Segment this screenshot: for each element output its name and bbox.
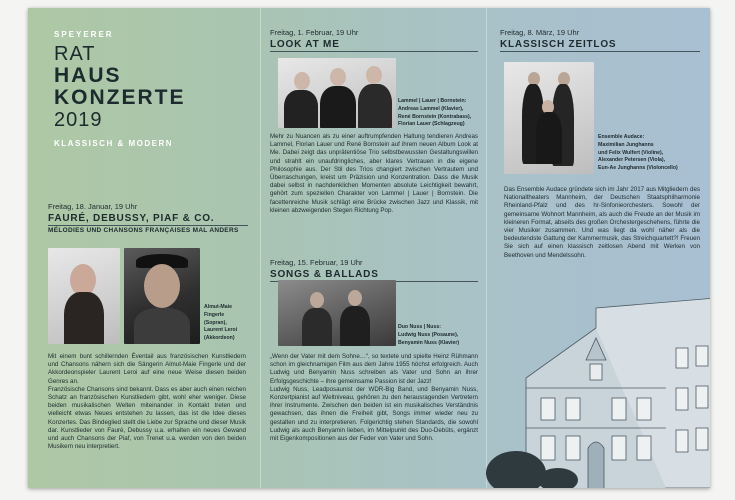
event-songs-ballads-text [270,353,478,443]
photo-caption-klassisch-zeitlos: Ensemble Audace: Maximilian Junghanns und Felix Wulfert (Violine), Alexander Petersen (Viola), Eun-Ae Junghanns (Violoncello) [598,134,678,172]
paragraph: Das Ensemble Audace gründete sich im Jahr 2017 aus Mitgliedern des Nationaltheaters Mannheim, der Deutschen Staatsphilharmonie Rheinland-Pfalz und des hr-Sinfonieorchesters. Sowohl der gemeinsame Wohnort Mannheim, als auch die Freude an der Musik im kleineren Format, abseits des großen Orchestergeschehens, führte die vier Musiker zusammen. Und was liegt da wohl näher als die bedeutendste Gattung der Kammermusik, das Streichquartett?! Freuen Sie sich auf einen klassisch zeitlosen Abend mit Werken von Beethoven und Mendelssohn. [504,186,700,259]
fold-line-left [260,8,261,488]
title-year: 2019 [54,109,103,131]
event-look-at-me-text [270,133,478,215]
photo-duo-nuss [278,280,396,346]
title-line-rat: RAT [54,43,96,65]
event-klassisch-zeitlos-text [504,186,700,260]
photo-caption-january: Almut-Maie Fingerle (Sopran), Laurent Leroi (Akkordeon) [204,304,238,342]
title-line-konzerte: KONZERTE [54,86,186,109]
panel-left [28,8,260,488]
event-title: FAURÉ, DEBUSSY, PIAF & CO. [48,213,248,226]
panel-middle [264,8,486,488]
photo-caption-look-at-me: Lammel | Lauer | Bornstein: Andreas Lammel (Klavier), René Bornstein (Kontrabass), Florian Lauer (Schlagzeug) [398,98,472,128]
paragraph: Mehr zu Nuancen als zu einer auftrumpfenden Haltung tendieren Andreas Lammel, Florian Lauer und René Bornstein auf ihrem neuen Album Look at Me. Dabei zeigt das unprätentiöse Trio selbstbewussten Gestaltungswillen und strahlt ein unaufdringliches, aber klares Vertrauen in die eigene Philosophie aus. Der Stil des Trios changiert zwischen Vertrautem und Überraschungen, kreist um Präzision und Konzentration. Dass die Musik dabei selbst in nachdenklichen Momenten absolute Leichtigkeit bewahrt, gehört zum speziellen Charakter von Lammel | Lauer | Bornstein. Die facettenreiche Musik schlägt eine Brücke zwischen Jazz und Klassik, mit kleinen abzweigenden Stegen Richtung Pop. [270,133,478,214]
event-january [48,202,248,234]
photo-ensemble-audace [504,62,594,174]
event-subtitle: MÉLODIES UND CHANSONS FRANÇAISES MAL ANDERS [48,227,239,234]
paragraph: Mit einem bunt schillernden Éventail aus französischen Kunstliedern und Chansons nähern sich die Sängerin Almut-Maie Fingerle und der Akkordeonspieler Laurent Leroi auf eine neue Weise diesen beiden Genres an. [48,353,246,385]
paragraph: „Wenn der Vater mit dem Sohne…“, so textete und spielte Heinz Rühmann schon im gleichnamigen Film aus dem Jahre 1955 höchst erfolgreich. Auch Ludwig und Benyamin Nuss schreiben als Vater und Sohn an ihrer Erfolgsgeschichte – ihre gemeinsame Passion ist der Jazz! [270,353,478,385]
photo-lammel-lauer-bornstein [278,58,396,128]
photo-fingerle [48,248,120,344]
event-date: Freitag, 8. März, 19 Uhr [500,28,580,37]
event-date: Freitag, 1. Februar, 19 Uhr [270,28,359,37]
event-title: LOOK AT ME [270,39,478,52]
event-title: SONGS & BALLADS [270,269,478,282]
photo-caption-songs-ballads: Duo Nuss | Nuss: Ludwig Nuss (Posaune), Benyamin Nuss (Klavier) [398,324,460,346]
tagline: KLASSISCH & MODERN [54,139,174,148]
photo-leroi [124,248,200,344]
event-january-text [48,353,246,451]
title-line-haus: HAUS [54,64,122,87]
event-title: KLASSISCH ZEITLOS [500,39,700,52]
town-hall-illustration [486,288,710,488]
event-date: Freitag, 15. Februar, 19 Uhr [270,258,363,267]
paragraph: Ludwig Nuss, Leadposaunist der WDR-Big Band, und Benyamin Nuss, Konzertpianist auf Weltniveau, gehören zu den herausragenden Vertretern ihrer Instrumente. Zwischen den beiden ist ein musikalisches Verständnis gewachsen, das ihnen die Freiheit gibt, Songs immer wieder neu zu gestalten und zu interpretieren. Folgerichtig stehen Standards, die sowohl Ludwig als auch Benyamin lieben, im Mittelpunkt des Duo-Debüts, ergänzt mit Eigenkompositionen aus der Feder von Vater und Sohn. [270,385,478,443]
paragraph: Französische Chansons sind bekannt. Dass es aber auch einen reichen Schatz an französischen Kunstliedern gibt, wohl eher weniger. Diese beiden musikalischen Welten miteinander in Kontakt treten und vielleicht etwas Neues entstehen zu lassen, das ist die Idee dieses Konzertes. Das Bindeglied stellt die Liebe zur Sprache und dieser Musik dar. Kunstlieder von Fauré, Debussy u.a. erhalten ein neues Gewand und auch Chansons der Piaf, von Trenet u.a. werden von den beiden Musikern neu interpretiert. [48,385,246,451]
brochure-sheet [28,8,710,488]
series-label: SPEYERER [54,30,114,39]
event-date: Freitag, 18. Januar, 19 Uhr [48,202,138,211]
event-february-15 [270,258,478,282]
